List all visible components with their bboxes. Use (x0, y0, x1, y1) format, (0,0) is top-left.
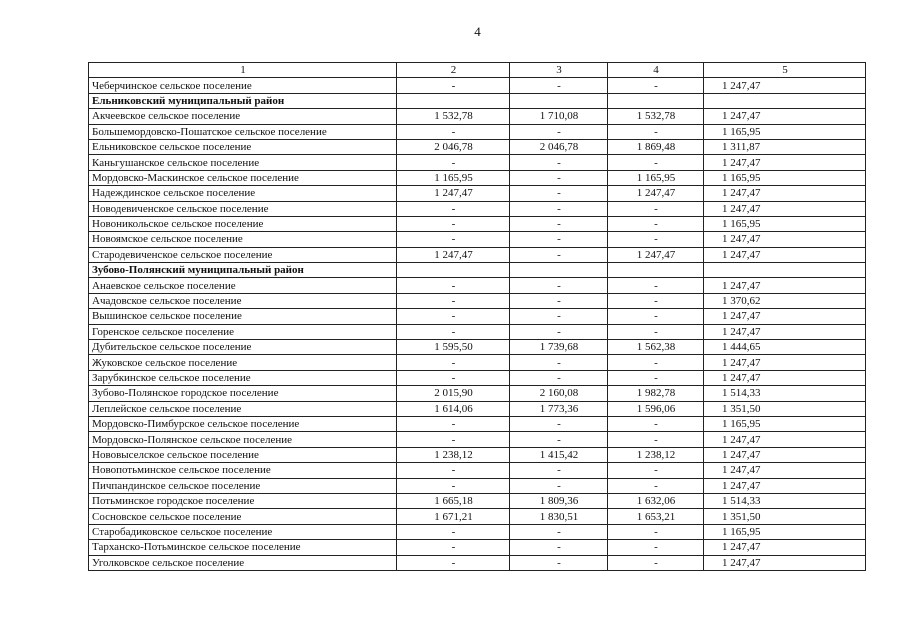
value-col-2: - (397, 555, 510, 570)
value-col-2: 1 247,47 (397, 247, 510, 262)
value-col-4: 1 562,38 (608, 340, 704, 355)
value-col-3: - (510, 186, 608, 201)
settlement-name: Новоникольское сельское поселение (89, 216, 397, 231)
settlement-name: Зубово-Полянское городское поселение (89, 386, 397, 401)
value-col-4: - (608, 355, 704, 370)
value-col-3: - (510, 463, 608, 478)
table-row (89, 478, 866, 493)
value-col-4: 1 982,78 (608, 386, 704, 401)
value-col-3: - (510, 293, 608, 308)
column-header-4: 4 (608, 63, 704, 78)
settlement-name: Пичпандинское сельское поселение (89, 478, 397, 493)
value-col-2: - (397, 124, 510, 139)
value-col-5: 1 247,47 (704, 232, 866, 247)
table-header-row (89, 63, 866, 78)
value-col-3: 1 809,36 (510, 493, 608, 508)
value-col-3: 1 830,51 (510, 509, 608, 524)
table-row (89, 509, 866, 524)
value-col-3: - (510, 524, 608, 539)
settlement-name: Нововыселское сельское поселение (89, 447, 397, 462)
value-col-3: - (510, 555, 608, 570)
value-col-3: 2 046,78 (510, 139, 608, 154)
value-col-5: 1 514,33 (704, 493, 866, 508)
value-col-2: - (397, 278, 510, 293)
settlement-name: Потьминское городское поселение (89, 493, 397, 508)
value-col-4: - (608, 370, 704, 385)
value-col-4: 1 165,95 (608, 170, 704, 185)
settlement-name: Чеберчинское сельское поселение (89, 78, 397, 93)
value-col-5: 1 247,47 (704, 463, 866, 478)
value-col-2: - (397, 201, 510, 216)
settlement-name: Акчеевское сельское поселение (89, 109, 397, 124)
value-col-4: 1 632,06 (608, 493, 704, 508)
value-col-5: 1 247,47 (704, 247, 866, 262)
value-col-5: 1 247,47 (704, 370, 866, 385)
value-col-2: 1 532,78 (397, 109, 510, 124)
value-col-2: - (397, 355, 510, 370)
table-row (89, 524, 866, 539)
value-col-2: - (397, 524, 510, 539)
value-col-3: - (510, 216, 608, 231)
value-col-3: 1 773,36 (510, 401, 608, 416)
value-col-4: 1 247,47 (608, 186, 704, 201)
value-col-5: 1 165,95 (704, 124, 866, 139)
value-col-3: - (510, 309, 608, 324)
value-col-5: 1 247,47 (704, 109, 866, 124)
value-col-3: 2 160,08 (510, 386, 608, 401)
table-row (89, 324, 866, 339)
value-col-2: 1 238,12 (397, 447, 510, 462)
value-col-5: 1 247,47 (704, 432, 866, 447)
settlement-name: Старобадиковское сельское поселение (89, 524, 397, 539)
value-col-3: - (510, 540, 608, 555)
value-col-2: - (397, 232, 510, 247)
value-col-3: - (510, 370, 608, 385)
settlement-name: Тарханско-Потьминское сельское поселение (89, 540, 397, 555)
column-header-5: 5 (704, 63, 866, 78)
value-col-4: - (608, 293, 704, 308)
table-row (89, 401, 866, 416)
empty-cell (397, 93, 510, 108)
value-col-2: 1 247,47 (397, 186, 510, 201)
tariff-table (88, 62, 866, 571)
value-col-4: - (608, 124, 704, 139)
table-row (89, 186, 866, 201)
value-col-5: 1 247,47 (704, 447, 866, 462)
empty-cell (397, 263, 510, 278)
table-row (89, 247, 866, 262)
value-col-5: 1 311,87 (704, 139, 866, 154)
table-row (89, 216, 866, 231)
value-col-5: 1 165,95 (704, 524, 866, 539)
value-col-4: - (608, 201, 704, 216)
value-col-5: 1 351,50 (704, 509, 866, 524)
empty-cell (704, 263, 866, 278)
settlement-name: Ачадовское сельское поселение (89, 293, 397, 308)
value-col-4: 1 238,12 (608, 447, 704, 462)
table-row (89, 386, 866, 401)
settlement-name: Новоямское сельское поселение (89, 232, 397, 247)
value-col-2: - (397, 309, 510, 324)
value-col-5: 1 247,47 (704, 155, 866, 170)
district-heading-row (89, 263, 866, 278)
value-col-2: 1 165,95 (397, 170, 510, 185)
value-col-2: 1 665,18 (397, 493, 510, 508)
settlement-name: Новодевиченское сельское поселение (89, 201, 397, 216)
value-col-2: - (397, 324, 510, 339)
value-col-2: 1 671,21 (397, 509, 510, 524)
value-col-2: 1 614,06 (397, 401, 510, 416)
settlement-name: Леплейское сельское поселение (89, 401, 397, 416)
value-col-2: - (397, 216, 510, 231)
column-header-2: 2 (397, 63, 510, 78)
settlement-name: Мордовско-Пимбурское сельское поселение (89, 416, 397, 431)
table-row (89, 540, 866, 555)
value-col-3: - (510, 478, 608, 493)
value-col-3: - (510, 232, 608, 247)
table-row (89, 139, 866, 154)
value-col-3: - (510, 247, 608, 262)
table-row (89, 78, 866, 93)
settlement-name: Мордовско-Маскинское сельское поселение (89, 170, 397, 185)
value-col-4: - (608, 216, 704, 231)
value-col-5: 1 247,47 (704, 355, 866, 370)
value-col-5: 1 247,47 (704, 324, 866, 339)
settlement-name: Жуковское сельское поселение (89, 355, 397, 370)
value-col-5: 1 247,47 (704, 78, 866, 93)
value-col-4: - (608, 278, 704, 293)
table-row (89, 309, 866, 324)
value-col-3: - (510, 416, 608, 431)
settlement-name: Надеждинское сельское поселение (89, 186, 397, 201)
value-col-3: - (510, 78, 608, 93)
settlement-name: Стародевиченское сельское поселение (89, 247, 397, 262)
value-col-5: 1 370,62 (704, 293, 866, 308)
value-col-4: - (608, 78, 704, 93)
value-col-4: 1 653,21 (608, 509, 704, 524)
value-col-3: - (510, 155, 608, 170)
value-col-5: 1 247,47 (704, 186, 866, 201)
value-col-4: - (608, 416, 704, 431)
column-header-3: 3 (510, 63, 608, 78)
settlement-name: Уголковское сельское поселение (89, 555, 397, 570)
value-col-3: - (510, 201, 608, 216)
table-row (89, 124, 866, 139)
value-col-2: - (397, 416, 510, 431)
value-col-3: 1 739,68 (510, 340, 608, 355)
value-col-5: 1 514,33 (704, 386, 866, 401)
value-col-4: - (608, 155, 704, 170)
value-col-3: 1 710,08 (510, 109, 608, 124)
table-row (89, 370, 866, 385)
value-col-2: - (397, 432, 510, 447)
value-col-2: - (397, 540, 510, 555)
table-row (89, 109, 866, 124)
value-col-3: - (510, 355, 608, 370)
settlement-name: Дубительское сельское поселение (89, 340, 397, 355)
table-row (89, 155, 866, 170)
table-row (89, 293, 866, 308)
value-col-4: - (608, 524, 704, 539)
value-col-3: - (510, 324, 608, 339)
value-col-5: 1 165,95 (704, 416, 866, 431)
value-col-4: - (608, 324, 704, 339)
value-col-4: 1 247,47 (608, 247, 704, 262)
settlement-name: Сосновское сельское поселение (89, 509, 397, 524)
table-row (89, 170, 866, 185)
settlement-name: Большемордовско-Пошатское сельское поселение (89, 124, 397, 139)
settlement-name: Вышинское сельское поселение (89, 309, 397, 324)
table-row (89, 232, 866, 247)
value-col-5: 1 247,47 (704, 278, 866, 293)
value-col-4: 1 596,06 (608, 401, 704, 416)
value-col-5: 1 247,47 (704, 201, 866, 216)
district-heading-row (89, 93, 866, 108)
value-col-4: - (608, 478, 704, 493)
table-row (89, 278, 866, 293)
value-col-3: - (510, 170, 608, 185)
table-row (89, 555, 866, 570)
table-row (89, 340, 866, 355)
value-col-2: - (397, 78, 510, 93)
table-row (89, 447, 866, 462)
table-row (89, 355, 866, 370)
empty-cell (704, 93, 866, 108)
empty-cell (608, 93, 704, 108)
value-col-4: - (608, 432, 704, 447)
settlement-name: Ельниковское сельское поселение (89, 139, 397, 154)
district-name: Ельниковский муниципальный район (89, 93, 397, 108)
value-col-2: - (397, 478, 510, 493)
value-col-3: - (510, 124, 608, 139)
value-col-5: 1 247,47 (704, 309, 866, 324)
table-row (89, 493, 866, 508)
table-body (89, 78, 866, 571)
settlement-name: Новопотьминское сельское поселение (89, 463, 397, 478)
value-col-2: - (397, 155, 510, 170)
value-col-2: 1 595,50 (397, 340, 510, 355)
value-col-5: 1 165,95 (704, 216, 866, 231)
value-col-2: 2 046,78 (397, 139, 510, 154)
settlement-name: Мордовско-Полянское сельское поселение (89, 432, 397, 447)
table-row (89, 432, 866, 447)
settlement-name: Горенское сельское поселение (89, 324, 397, 339)
empty-cell (608, 263, 704, 278)
value-col-4: 1 532,78 (608, 109, 704, 124)
value-col-5: 1 165,95 (704, 170, 866, 185)
value-col-2: - (397, 370, 510, 385)
value-col-2: 2 015,90 (397, 386, 510, 401)
value-col-4: - (608, 463, 704, 478)
value-col-4: - (608, 555, 704, 570)
settlement-name: Каньгушанское сельское поселение (89, 155, 397, 170)
table-row (89, 416, 866, 431)
value-col-2: - (397, 463, 510, 478)
value-col-5: 1 247,47 (704, 540, 866, 555)
value-col-4: - (608, 309, 704, 324)
value-col-4: - (608, 232, 704, 247)
value-col-5: 1 444,65 (704, 340, 866, 355)
settlement-name: Зарубкинское сельское поселение (89, 370, 397, 385)
value-col-4: 1 869,48 (608, 139, 704, 154)
table-row (89, 463, 866, 478)
value-col-2: - (397, 293, 510, 308)
settlement-name: Анаевское сельское поселение (89, 278, 397, 293)
value-col-5: 1 351,50 (704, 401, 866, 416)
value-col-4: - (608, 540, 704, 555)
value-col-3: - (510, 432, 608, 447)
empty-cell (510, 263, 608, 278)
empty-cell (510, 93, 608, 108)
value-col-3: - (510, 278, 608, 293)
value-col-3: 1 415,42 (510, 447, 608, 462)
value-col-5: 1 247,47 (704, 478, 866, 493)
table-row (89, 201, 866, 216)
column-header-1: 1 (89, 63, 397, 78)
district-name: Зубово-Полянский муниципальный район (89, 263, 397, 278)
page-number: 4 (474, 24, 481, 39)
value-col-5: 1 247,47 (704, 555, 866, 570)
